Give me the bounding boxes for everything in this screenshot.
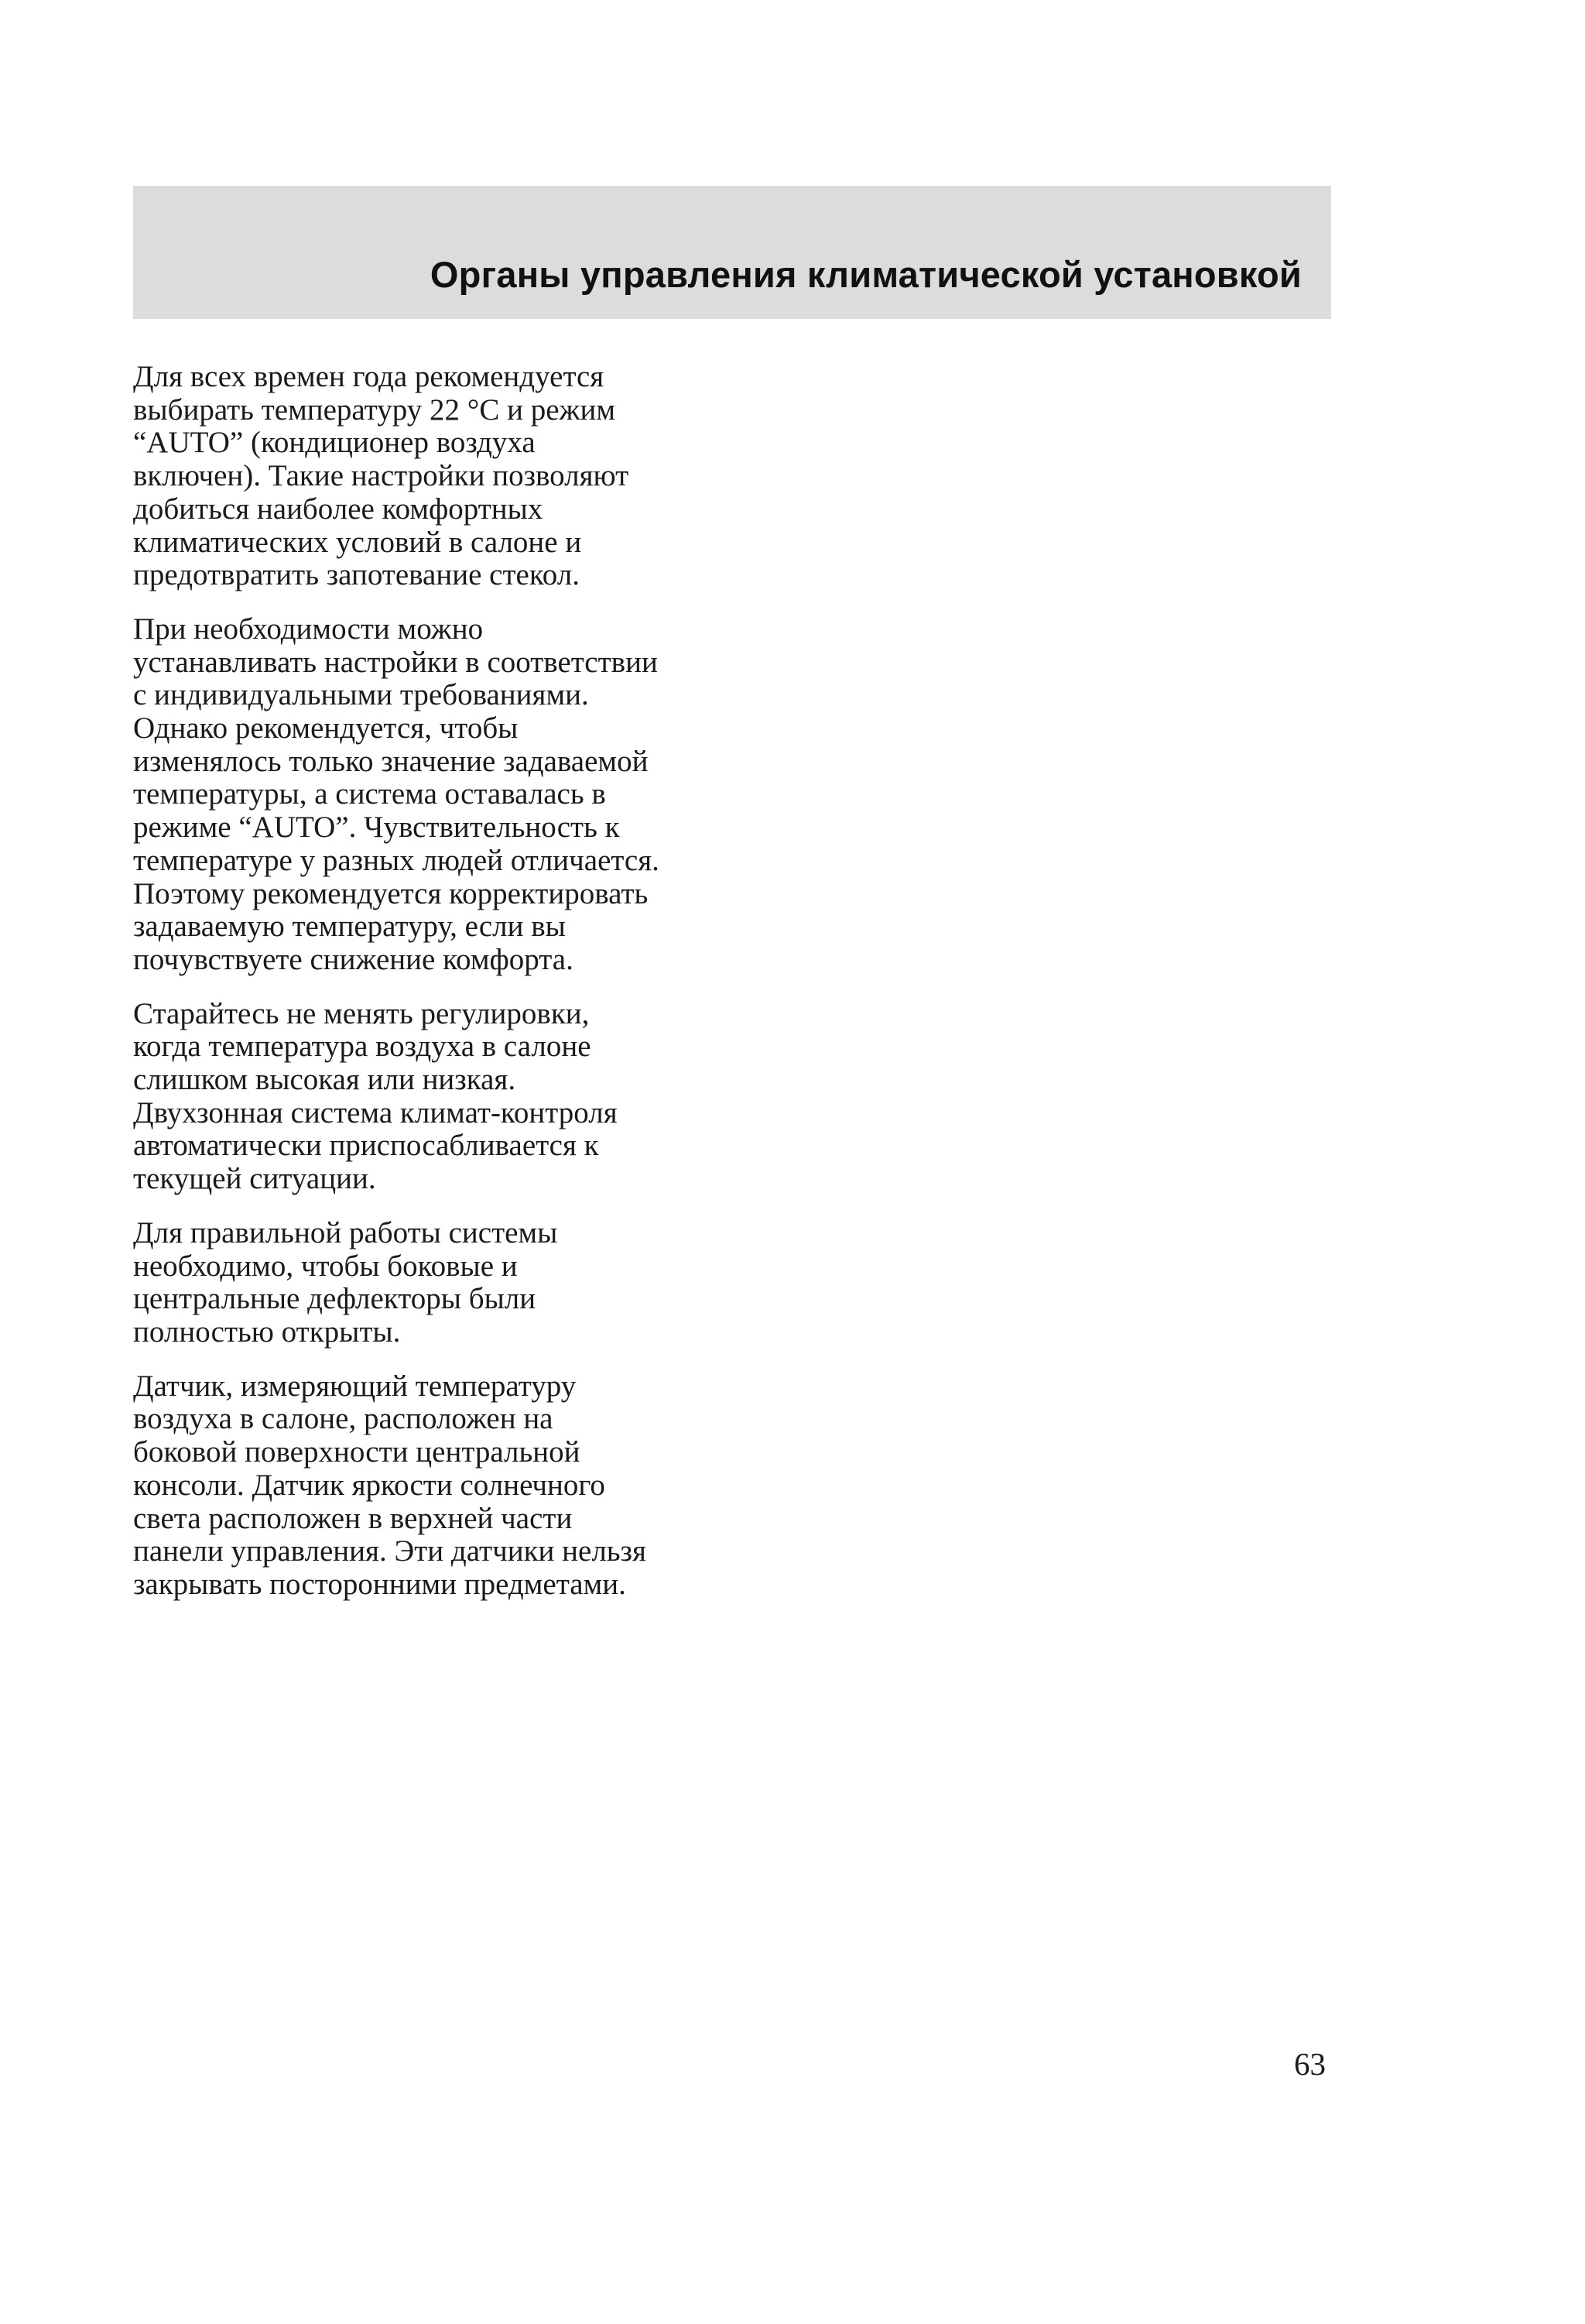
text-line: когда температура воздуха в салоне — [133, 1030, 591, 1064]
text-line: текущей ситуации. — [133, 1162, 376, 1196]
paragraph-sensors — [133, 1370, 721, 1602]
text-line: Двухзонная система климат-контроля — [133, 1095, 618, 1129]
text-line: Для правильной работы системы — [133, 1215, 558, 1249]
text-line: включен). Такие настройки позволяют — [133, 459, 629, 493]
page-number: 63 — [1294, 2046, 1326, 2082]
text-line: с индивидуальными требованиями. — [133, 678, 589, 712]
text-line: выбирать температуру 22 °C и режим — [133, 392, 616, 427]
text-line: почувствуете снижение комфорта. — [133, 942, 573, 976]
body-text-column — [133, 361, 721, 1623]
text-line: “AUTO” (кондиционер воздуха — [133, 426, 536, 460]
text-line: центральные дефлекторы были — [133, 1282, 536, 1316]
text-line: автоматически приспосабливается к — [133, 1129, 599, 1163]
text-line: Поэтому рекомендуется корректировать — [133, 876, 649, 910]
text-line: света расположен в верхней части — [133, 1501, 573, 1535]
text-line: добиться наиболее комфортных — [133, 492, 543, 526]
text-line: необходимо, чтобы боковые и — [133, 1249, 518, 1283]
text-line: консоли. Датчик яркости солнечного — [133, 1468, 605, 1502]
text-line: Старайтесь не менять регулировки, — [133, 996, 590, 1030]
text-line: климатических условий в салоне и — [133, 525, 582, 559]
text-line: панели управления. Эти датчики нельзя — [133, 1534, 646, 1568]
text-line: предотвратить запотевание стекол. — [133, 558, 580, 592]
text-line: Однако рекомендуется, чтобы — [133, 711, 519, 746]
paragraph-recommended-settings — [133, 361, 721, 592]
text-line: воздуха в салоне, расположен на — [133, 1402, 553, 1436]
text-line: боковой поверхности центральной — [133, 1435, 580, 1469]
text-line: слишком высокая или низкая. — [133, 1063, 516, 1097]
section-header-band — [133, 186, 1331, 319]
section-title: Органы управления климатической установкой — [430, 254, 1302, 295]
text-line: изменялось только значение задаваемой — [133, 744, 649, 778]
text-line: полностью открыты. — [133, 1315, 401, 1349]
text-line: Датчик, измеряющий температуру — [133, 1369, 577, 1403]
text-line: Для всех времен года рекомендуется — [133, 360, 604, 393]
text-line: При необходимости можно — [133, 612, 484, 646]
text-line: устанавливать настройки в соответствии — [133, 645, 658, 679]
text-line: режиме “AUTO”. Чувствительность к — [133, 811, 620, 845]
paragraph-do-not-adjust — [133, 998, 721, 1196]
text-line: закрывать посторонними предметами. — [133, 1567, 626, 1601]
text-line: задаваемую температуру, если вы — [133, 910, 566, 944]
paragraph-deflectors — [133, 1217, 721, 1349]
text-line: температуре у разных людей отличается. — [133, 843, 659, 877]
text-line: температуры, а система оставалась в — [133, 777, 606, 811]
paragraph-individual-settings — [133, 613, 721, 977]
